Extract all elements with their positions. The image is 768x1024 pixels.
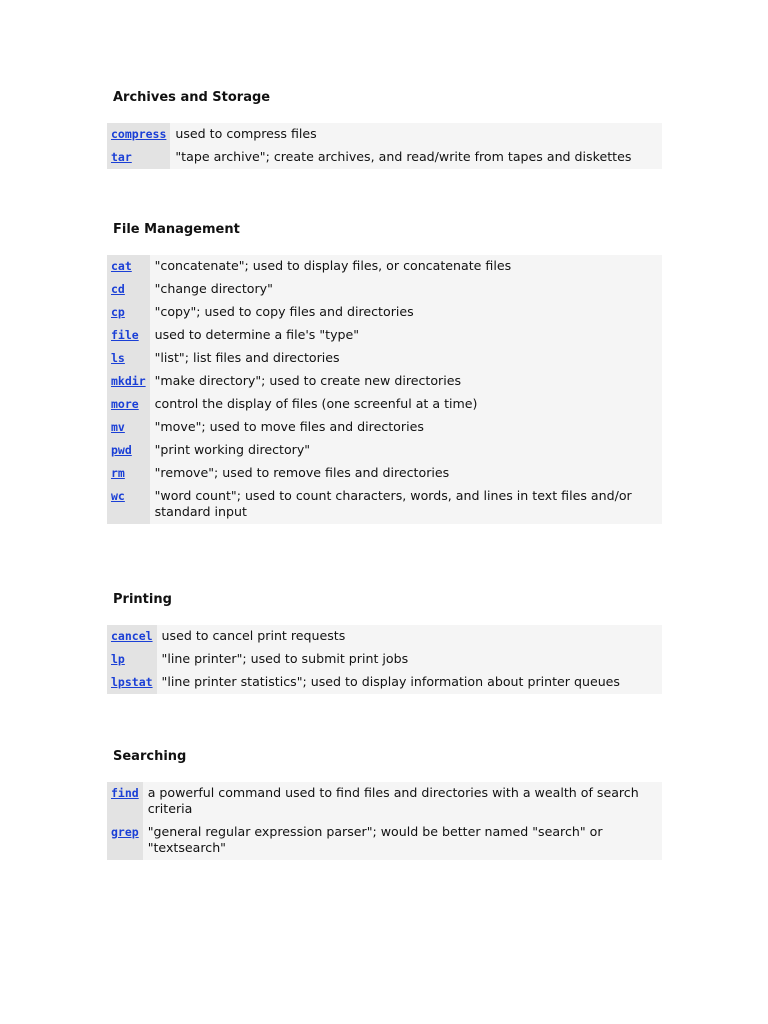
table-row bbox=[107, 347, 662, 370]
description-cell: "list"; list files and directories bbox=[150, 347, 662, 370]
description-cell: a powerful command used to find files and directories with a wealth of search criteria bbox=[143, 782, 662, 821]
description-cell: "tape archive"; create archives, and read/write from tapes and diskettes bbox=[170, 146, 662, 169]
command-link-lp[interactable]: lp bbox=[111, 652, 125, 666]
command-link-file[interactable]: file bbox=[111, 328, 139, 342]
section-file-management bbox=[107, 222, 662, 524]
command-link-cp[interactable]: cp bbox=[111, 305, 125, 319]
description-cell: "line printer statistics"; used to display information about printer queues bbox=[157, 671, 662, 694]
command-link-grep[interactable]: grep bbox=[111, 825, 139, 839]
section-title: Searching bbox=[113, 749, 187, 764]
description-cell: used to determine a file's "type" bbox=[150, 324, 662, 347]
command-cell bbox=[107, 625, 157, 648]
description-cell: "make directory"; used to create new directories bbox=[150, 370, 662, 393]
command-cell bbox=[107, 146, 170, 169]
command-cell bbox=[107, 671, 157, 694]
table-row bbox=[107, 462, 662, 485]
command-table bbox=[107, 782, 662, 860]
command-cell bbox=[107, 324, 150, 347]
table-row bbox=[107, 393, 662, 416]
command-table bbox=[107, 255, 662, 524]
table-row bbox=[107, 625, 662, 648]
command-table bbox=[107, 625, 662, 694]
command-link-lpstat[interactable]: lpstat bbox=[111, 675, 153, 689]
description-cell: used to cancel print requests bbox=[157, 625, 662, 648]
command-link-find[interactable]: find bbox=[111, 786, 139, 800]
section-printing bbox=[107, 592, 662, 694]
description-cell: "word count"; used to count characters, words, and lines in text files and/or standard input bbox=[150, 485, 662, 524]
description-cell: "print working directory" bbox=[150, 439, 662, 462]
section-archives-and-storage bbox=[107, 90, 662, 169]
command-link-mv[interactable]: mv bbox=[111, 420, 125, 434]
command-cell bbox=[107, 301, 150, 324]
command-link-compress[interactable]: compress bbox=[111, 127, 167, 141]
command-cell bbox=[107, 485, 150, 524]
command-cell bbox=[107, 439, 150, 462]
description-cell: "general regular expression parser"; would be better named "search" or "textsearch" bbox=[143, 821, 662, 860]
command-link-cd[interactable]: cd bbox=[111, 282, 125, 296]
table-row bbox=[107, 324, 662, 347]
section-title: Printing bbox=[113, 592, 172, 607]
command-cell bbox=[107, 821, 143, 860]
table-row bbox=[107, 255, 662, 278]
command-cell bbox=[107, 782, 143, 821]
description-cell: "line printer"; used to submit print jobs bbox=[157, 648, 662, 671]
description-cell: control the display of files (one screenful at a time) bbox=[150, 393, 662, 416]
description-cell: "move"; used to move files and directories bbox=[150, 416, 662, 439]
table-row bbox=[107, 123, 662, 146]
table-row bbox=[107, 439, 662, 462]
command-cell bbox=[107, 393, 150, 416]
table-row bbox=[107, 416, 662, 439]
command-cell bbox=[107, 255, 150, 278]
description-cell: "concatenate"; used to display files, or concatenate files bbox=[150, 255, 662, 278]
command-link-cat[interactable]: cat bbox=[111, 259, 132, 273]
table-row bbox=[107, 782, 662, 821]
command-link-rm[interactable]: rm bbox=[111, 466, 125, 480]
command-link-ls[interactable]: ls bbox=[111, 351, 125, 365]
command-link-pwd[interactable]: pwd bbox=[111, 443, 132, 457]
command-link-tar[interactable]: tar bbox=[111, 150, 132, 164]
command-cell bbox=[107, 347, 150, 370]
table-row bbox=[107, 370, 662, 393]
description-cell: "copy"; used to copy files and directories bbox=[150, 301, 662, 324]
command-cell bbox=[107, 278, 150, 301]
section-title: File Management bbox=[113, 222, 240, 237]
table-row bbox=[107, 146, 662, 169]
description-cell: "remove"; used to remove files and directories bbox=[150, 462, 662, 485]
command-cell bbox=[107, 416, 150, 439]
description-cell: used to compress files bbox=[170, 123, 662, 146]
command-link-wc[interactable]: wc bbox=[111, 489, 125, 503]
table-row bbox=[107, 485, 662, 524]
command-cell bbox=[107, 123, 170, 146]
command-link-cancel[interactable]: cancel bbox=[111, 629, 153, 643]
description-cell: "change directory" bbox=[150, 278, 662, 301]
command-cell bbox=[107, 462, 150, 485]
table-row bbox=[107, 671, 662, 694]
table-row bbox=[107, 278, 662, 301]
section-title: Archives and Storage bbox=[113, 90, 271, 105]
command-link-mkdir[interactable]: mkdir bbox=[111, 374, 146, 388]
section-searching bbox=[107, 749, 662, 860]
table-row bbox=[107, 821, 662, 860]
command-cell bbox=[107, 648, 157, 671]
table-row bbox=[107, 648, 662, 671]
command-cell bbox=[107, 370, 150, 393]
table-row bbox=[107, 301, 662, 324]
command-table bbox=[107, 123, 662, 169]
command-link-more[interactable]: more bbox=[111, 397, 139, 411]
